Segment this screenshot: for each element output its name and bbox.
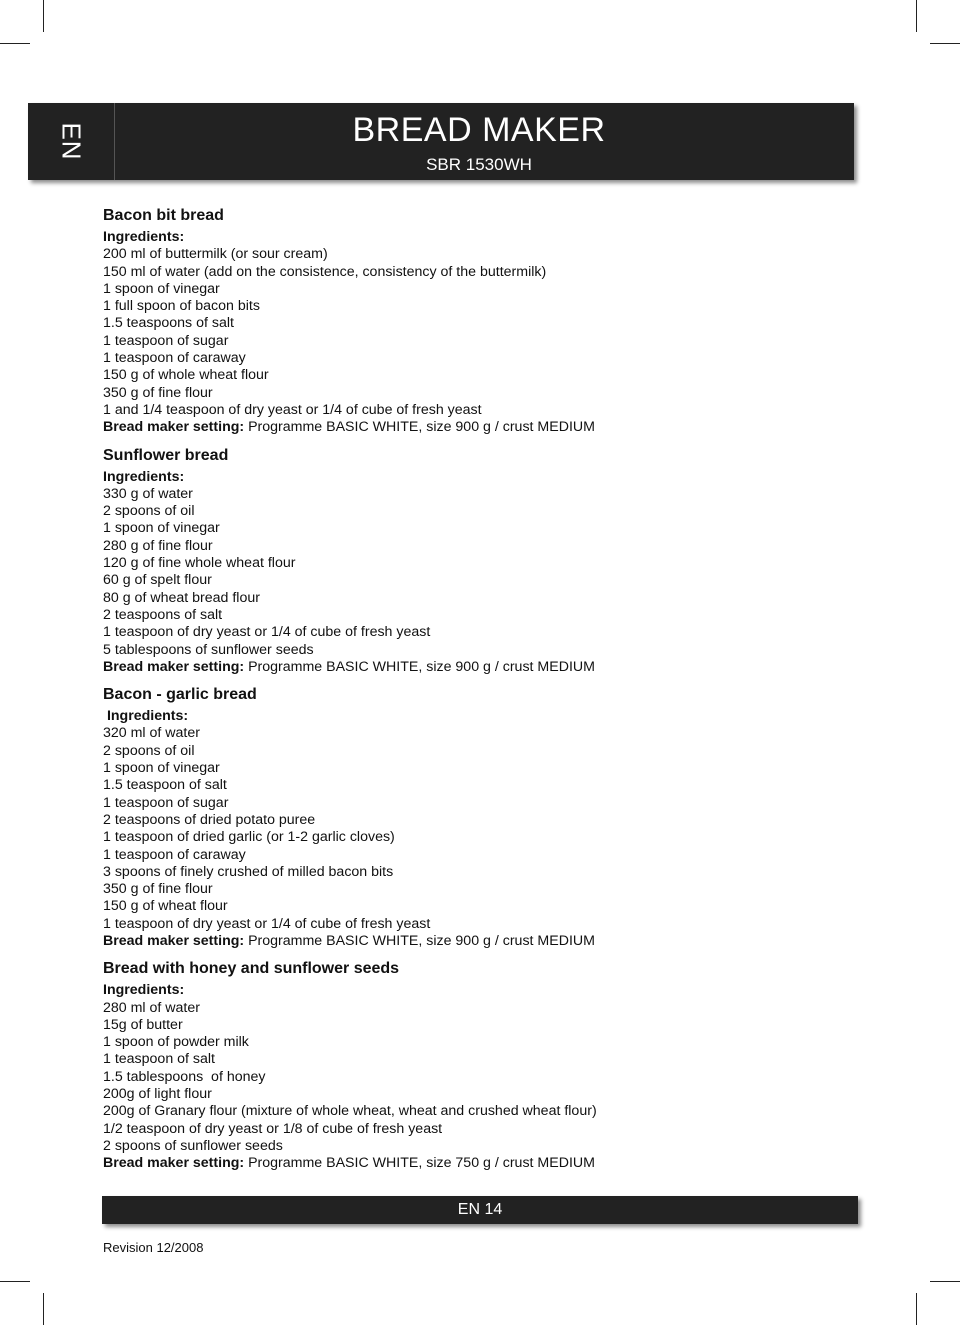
ingredient-item: 200g of Granary flour (mixture of whole wheat, wheat and crushed wheat flour) bbox=[103, 1103, 597, 1120]
ingredient-item: 15g of butter bbox=[103, 1016, 183, 1033]
recipe-title: Bacon - garlic bread bbox=[103, 686, 257, 704]
ingredient-item: 1/2 teaspoon of dry yeast or 1/8 of cube of fresh yeast bbox=[103, 1120, 443, 1137]
ingredient-item: 200g of light flour bbox=[103, 1086, 212, 1103]
ingredient-item: 350 g of fine flour bbox=[103, 881, 213, 898]
bread-maker-setting bbox=[103, 659, 863, 676]
ingredient-item: 2 teaspoons of dried potato puree bbox=[103, 811, 316, 828]
setting-label: Bread maker setting: bbox=[103, 419, 245, 436]
page-number-bar bbox=[102, 1196, 858, 1224]
crop-mark bbox=[930, 43, 960, 44]
ingredient-item: 1 teaspoon of dry yeast or 1/4 of cube of fresh yeast bbox=[103, 624, 431, 641]
ingredient-item: 280 g of fine flour bbox=[103, 537, 213, 554]
recipe-block bbox=[103, 684, 863, 950]
ingredient-item: 1.5 teaspoons of salt bbox=[103, 315, 234, 332]
ingredient-item: 200 ml of buttermilk (or sour cream) bbox=[103, 246, 328, 263]
bread-maker-setting bbox=[103, 419, 863, 436]
crop-mark bbox=[916, 0, 917, 32]
ingredient-item: 2 teaspoons of salt bbox=[103, 606, 223, 623]
ingredient-item: 1 full spoon of bacon bits bbox=[103, 298, 260, 315]
setting-value: Programme BASIC WHITE, size 900 g / crust MEDIUM bbox=[244, 419, 595, 436]
bread-maker-setting bbox=[103, 933, 863, 950]
crop-mark bbox=[930, 1281, 960, 1282]
page-number: EN 14 bbox=[457, 1201, 503, 1218]
setting-label: Bread maker setting: bbox=[103, 658, 245, 675]
ingredient-item: 1 teaspoon of caraway bbox=[103, 846, 246, 863]
ingredient-item: 280 ml of water bbox=[103, 999, 200, 1016]
ingredient-item: 3 spoons of finely crushed of milled bacon bits bbox=[103, 863, 394, 880]
ingredient-item: 2 spoons of oil bbox=[103, 742, 195, 759]
ingredient-item: 120 g of fine whole wheat flour bbox=[103, 555, 296, 572]
recipe-block bbox=[103, 205, 863, 437]
ingredients-label: Ingredients: bbox=[103, 468, 185, 485]
crop-mark bbox=[0, 43, 30, 44]
ingredient-item: 1 teaspoon of caraway bbox=[103, 350, 246, 367]
language-label: EN bbox=[56, 122, 87, 161]
ingredient-item: 2 spoons of oil bbox=[103, 503, 195, 520]
recipe-title: Sunflower bread bbox=[103, 446, 229, 464]
model-number: SBR 1530WH bbox=[426, 155, 532, 174]
crop-mark bbox=[43, 1293, 44, 1325]
page-header bbox=[28, 103, 854, 180]
recipe-block bbox=[103, 445, 863, 677]
ingredient-item: 80 g of wheat bread flour bbox=[103, 589, 260, 606]
ingredient-item: 1 and 1/4 teaspoon of dry yeast or 1/4 of cube of fresh yeast bbox=[103, 401, 482, 418]
ingredient-item: 1 spoon of vinegar bbox=[103, 280, 220, 297]
revision-label: Revision 12/2008 bbox=[103, 1240, 204, 1255]
page-title: BREAD MAKER bbox=[352, 111, 606, 149]
setting-value: Programme BASIC WHITE, size 900 g / crust MEDIUM bbox=[244, 932, 595, 949]
crop-mark bbox=[0, 1281, 30, 1282]
recipe-list bbox=[103, 205, 863, 1178]
ingredient-item: 2 spoons of sunflower seeds bbox=[103, 1137, 283, 1154]
ingredient-item: 150 ml of water (add on the consistence, consistency of the buttermilk) bbox=[103, 263, 547, 280]
recipe-block bbox=[103, 958, 863, 1172]
ingredient-item: 1 teaspoon of salt bbox=[103, 1051, 216, 1068]
ingredient-item: 1 teaspoon of dried garlic (or 1-2 garlic cloves) bbox=[103, 829, 395, 846]
ingredient-item: 320 ml of water bbox=[103, 725, 200, 742]
ingredient-item: 1 teaspoon of sugar bbox=[103, 794, 229, 811]
crop-mark bbox=[43, 0, 44, 32]
ingredient-item: 150 g of wheat flour bbox=[103, 898, 228, 915]
ingredient-item: 1.5 teaspoon of salt bbox=[103, 777, 227, 794]
ingredients-label: Ingredients: bbox=[103, 708, 189, 725]
ingredient-item: 1 teaspoon of dry yeast or 1/4 of cube of fresh yeast bbox=[103, 915, 431, 932]
recipe-title: Bacon bit bread bbox=[103, 207, 224, 224]
ingredient-item: 1 spoon of vinegar bbox=[103, 760, 220, 777]
ingredient-item: 350 g of fine flour bbox=[103, 384, 213, 401]
recipe-title: Bread with honey and sunflower seeds bbox=[103, 960, 400, 978]
ingredient-item: 5 tablespoons of sunflower seeds bbox=[103, 641, 314, 658]
ingredient-item: 150 g of whole wheat flour bbox=[103, 367, 269, 384]
ingredients-label: Ingredients: bbox=[103, 229, 185, 245]
ingredients-label: Ingredients: bbox=[103, 982, 185, 999]
ingredient-item: 330 g of water bbox=[103, 485, 193, 502]
ingredient-item: 1.5 tablespoons of honey bbox=[103, 1068, 266, 1085]
ingredient-item: 1 teaspoon of sugar bbox=[103, 332, 229, 349]
ingredient-item: 1 spoon of vinegar bbox=[103, 520, 220, 537]
ingredient-item: 60 g of spelt flour bbox=[103, 572, 212, 589]
ingredient-item: 1 spoon of powder milk bbox=[103, 1034, 249, 1051]
setting-label: Bread maker setting: bbox=[103, 1155, 245, 1172]
crop-mark bbox=[916, 1293, 917, 1325]
setting-label: Bread maker setting: bbox=[103, 932, 245, 949]
setting-value: Programme BASIC WHITE, size 750 g / crust MEDIUM bbox=[244, 1155, 595, 1172]
setting-value: Programme BASIC WHITE, size 900 g / crust MEDIUM bbox=[244, 658, 595, 675]
bread-maker-setting bbox=[103, 1155, 863, 1172]
